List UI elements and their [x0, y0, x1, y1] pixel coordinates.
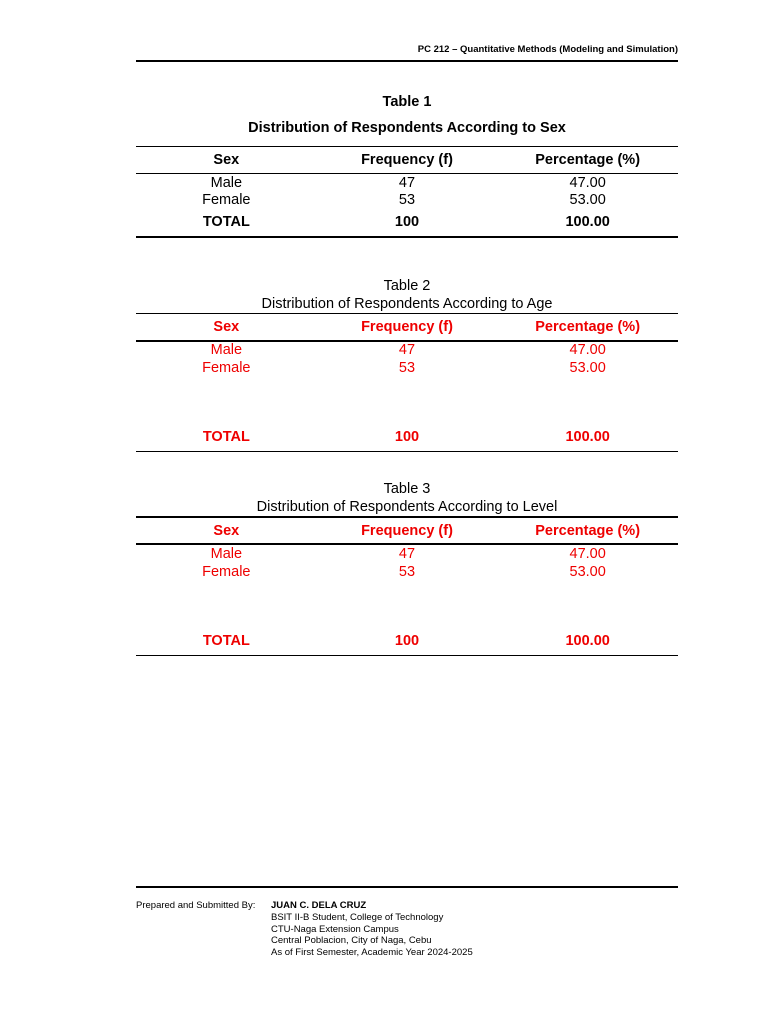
distribution-table — [136, 516, 678, 656]
column-header: Percentage (%) — [535, 318, 641, 335]
table-row — [136, 563, 678, 582]
table-cell: Male — [210, 175, 243, 191]
empty-row — [136, 378, 678, 401]
column-header: Sex — [213, 318, 240, 335]
column-header: Percentage (%) — [535, 152, 641, 168]
total-cell: 100.00 — [565, 214, 610, 230]
table-row — [136, 341, 678, 360]
author-detail-line: Central Poblacion, City of Naga, Cebu — [271, 935, 432, 947]
table-1-block — [136, 93, 678, 238]
table-title: Distribution of Respondents According to Sex — [248, 120, 566, 136]
total-cell: 100 — [394, 429, 420, 446]
total-cell: TOTAL — [202, 214, 250, 230]
table-cell: 53.00 — [569, 563, 606, 580]
empty-row — [136, 401, 678, 424]
table-3-block — [136, 480, 678, 656]
total-cell: 100 — [394, 214, 420, 230]
table-cell: 53.00 — [569, 191, 606, 208]
total-cell: TOTAL — [202, 632, 250, 649]
table-cell: 47 — [398, 545, 416, 562]
table-cell: Male — [210, 342, 243, 359]
table-2-block — [136, 277, 678, 452]
table-cell: 53 — [398, 360, 416, 377]
author-info — [271, 900, 473, 959]
author-name: JUAN C. DELA CRUZ — [271, 900, 367, 911]
table-title: Distribution of Respondents According to Level — [256, 499, 558, 515]
course-title: PC 212 – Quantitative Methods (Modeling and Simulation) — [417, 44, 678, 55]
table-cell: Female — [202, 360, 251, 377]
column-header: Percentage (%) — [535, 522, 641, 539]
total-row — [136, 424, 678, 452]
table-cell: 47 — [398, 342, 416, 359]
table-row — [136, 359, 678, 378]
total-cell: 100.00 — [565, 429, 610, 446]
page-header — [136, 44, 678, 62]
author-detail-line: BSIT II-B Student, College of Technology — [271, 911, 444, 923]
total-row — [136, 627, 678, 655]
total-cell: 100.00 — [565, 632, 610, 649]
table-header-row — [136, 314, 678, 341]
table-cell: 47.00 — [569, 175, 606, 191]
empty-row — [136, 604, 678, 627]
column-header: Frequency (f) — [361, 318, 453, 335]
table-row — [136, 174, 678, 192]
table-cell: Male — [210, 545, 243, 562]
table-cell: Female — [202, 563, 251, 580]
table-header-row — [136, 517, 678, 544]
footer-divider — [136, 886, 678, 888]
table-number: Table 2 — [383, 278, 431, 294]
table-cell: 47.00 — [569, 342, 606, 359]
table-cell: 53 — [398, 191, 416, 208]
total-cell: 100 — [394, 632, 420, 649]
column-header: Sex — [213, 522, 240, 539]
table-cell: 47 — [398, 175, 416, 191]
distribution-table — [136, 313, 678, 452]
distribution-table — [136, 146, 678, 238]
empty-row — [136, 581, 678, 604]
table-cell: 53.00 — [569, 360, 606, 377]
table-number: Table 3 — [383, 481, 431, 497]
table-cell: Female — [202, 191, 251, 208]
total-cell: TOTAL — [202, 429, 250, 446]
table-number: Table 1 — [382, 94, 432, 110]
prepared-by-label: Prepared and Submitted By: — [136, 900, 256, 911]
table-title: Distribution of Respondents According to Age — [261, 296, 553, 312]
author-detail-line: CTU-Naga Extension Campus — [271, 923, 399, 935]
column-header: Sex — [213, 152, 240, 168]
table-header-row — [136, 147, 678, 174]
table-row — [136, 191, 678, 209]
document-page — [136, 0, 678, 1024]
table-cell: 53 — [398, 563, 416, 580]
column-header: Frequency (f) — [361, 152, 453, 168]
column-header: Frequency (f) — [361, 522, 453, 539]
author-detail-line: As of First Semester, Academic Year 2024-2025 — [271, 947, 473, 959]
table-row — [136, 544, 678, 563]
table-cell: 47.00 — [569, 545, 606, 562]
total-row — [136, 209, 678, 237]
